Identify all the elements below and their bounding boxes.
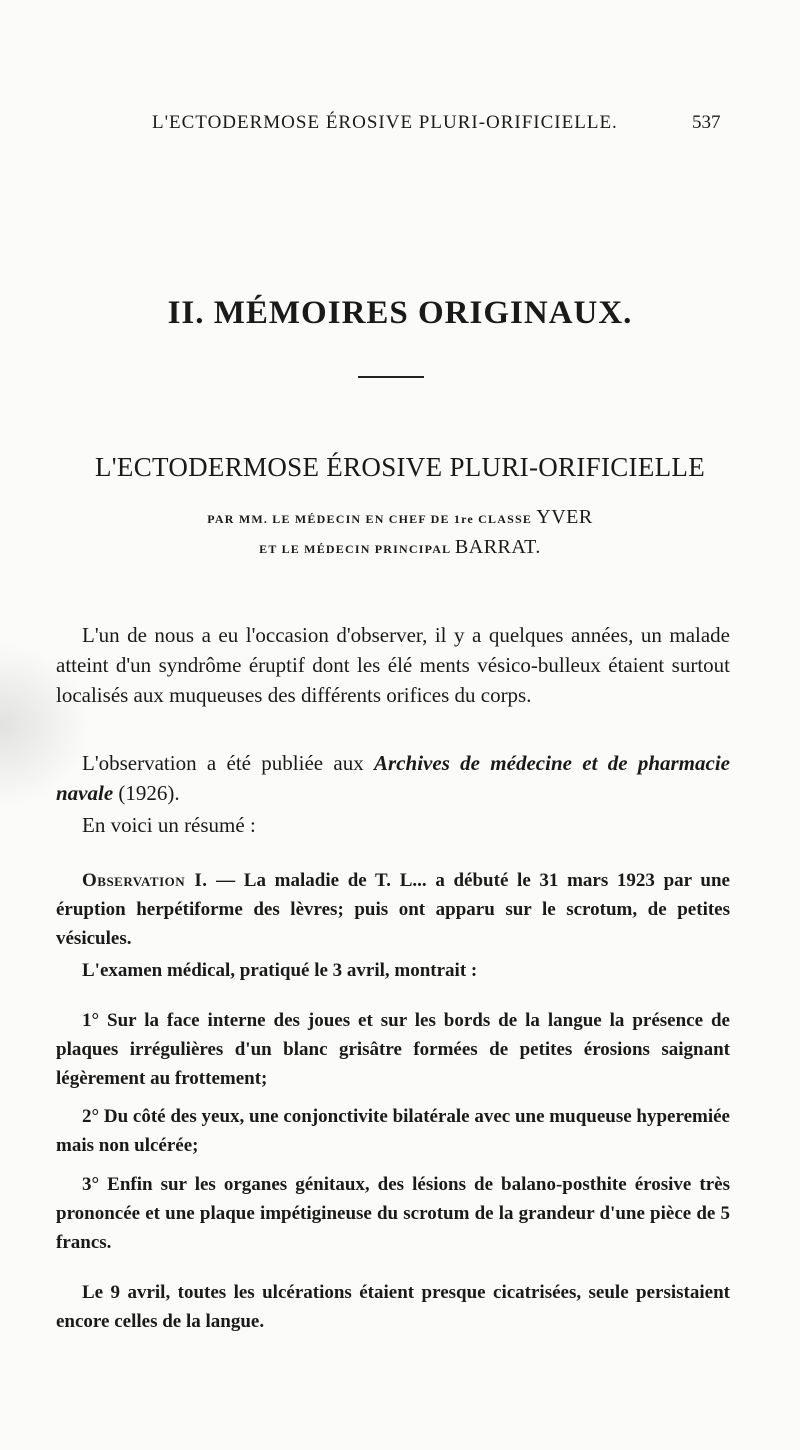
byline-line-1 <box>0 506 800 529</box>
running-head <box>0 112 800 138</box>
byline-2-prefix: ET LE MÉDECIN PRINCIPAL <box>259 542 451 556</box>
observation-item-3-text: 3° Enfin sur les organes génitaux, des lésions de balano-posthite érosive très prononcée et une plaque impétigineuse du scrotum de la grandeur d'une pièce de 5 francs. <box>56 1174 730 1253</box>
title-rule <box>358 376 424 378</box>
running-title: L'ECTODERMOSE ÉROSIVE PLURI-ORIFICIELLE. <box>152 112 618 133</box>
observation-text-3: Le 9 avril, toutes les ulcérations étaient presque cicatrisées, seule persistaient encore celles de la langue. <box>56 1282 730 1332</box>
paragraph-publication <box>56 748 730 808</box>
section-title: II. MÉMOIRES ORIGINAUX. <box>167 295 633 331</box>
observation-intro <box>56 866 730 953</box>
observation-item-2-text: 2° Du côté des yeux, une conjonctivite bilatérale avec une muqueuse hyperemiée mais non ulcérée; <box>56 1106 730 1156</box>
article-title: L'ECTODERMOSE ÉROSIVE PLURI-ORIFICIELLE <box>94 452 706 482</box>
observation-text-2: L'examen médical, pratiqué le 3 avril, montrait : <box>82 960 478 981</box>
observation-item-1-text: 1° Sur la face interne des joues et sur les bords de la langue la présence de plaques irrégulières d'un blanc grisâtre formées de petites érosions saignant légèrement au frottement; <box>56 1010 730 1089</box>
author-1-name: YVER <box>536 506 593 528</box>
paragraph-intro <box>56 620 730 710</box>
observation-label: Observation I. <box>82 870 208 891</box>
observation-item-2 <box>56 1102 730 1160</box>
paragraph-intro-text: L'un de nous a eu l'occasion d'observer, il y a quelques années, un malade atteint d'un syndrôme éruptif dont les élé ments vésico-bulleux étaient surtout localisés aux muqueuses des différents orifices du corps. <box>56 623 730 707</box>
publication-text-start: L'observation a été publiée aux <box>82 751 375 775</box>
observation-conclusion <box>56 1278 730 1336</box>
publication-text-end: (1926). <box>113 781 180 805</box>
paragraph-summary <box>56 810 730 840</box>
author-2-name: BARRAT. <box>454 536 541 558</box>
journal-title: Archives de médecine et de pharmacie navale <box>56 751 730 805</box>
page-number: 537 <box>692 112 721 133</box>
observation-text-1: — La maladie de T. L... a débuté le 31 mars 1923 par une éruption herpétiforme des lèvres; puis ont apparu sur le scrotum, de petites vésicules. <box>56 870 730 949</box>
observation-exam <box>56 956 730 985</box>
byline-line-2 <box>0 536 800 559</box>
observation-item-3 <box>56 1170 730 1257</box>
byline-1-prefix: PAR MM. LE MÉDECIN EN CHEF DE 1re CLASSE <box>207 512 533 526</box>
observation-item-1 <box>56 1006 730 1093</box>
paragraph-summary-text: En voici un résumé : <box>82 813 256 837</box>
